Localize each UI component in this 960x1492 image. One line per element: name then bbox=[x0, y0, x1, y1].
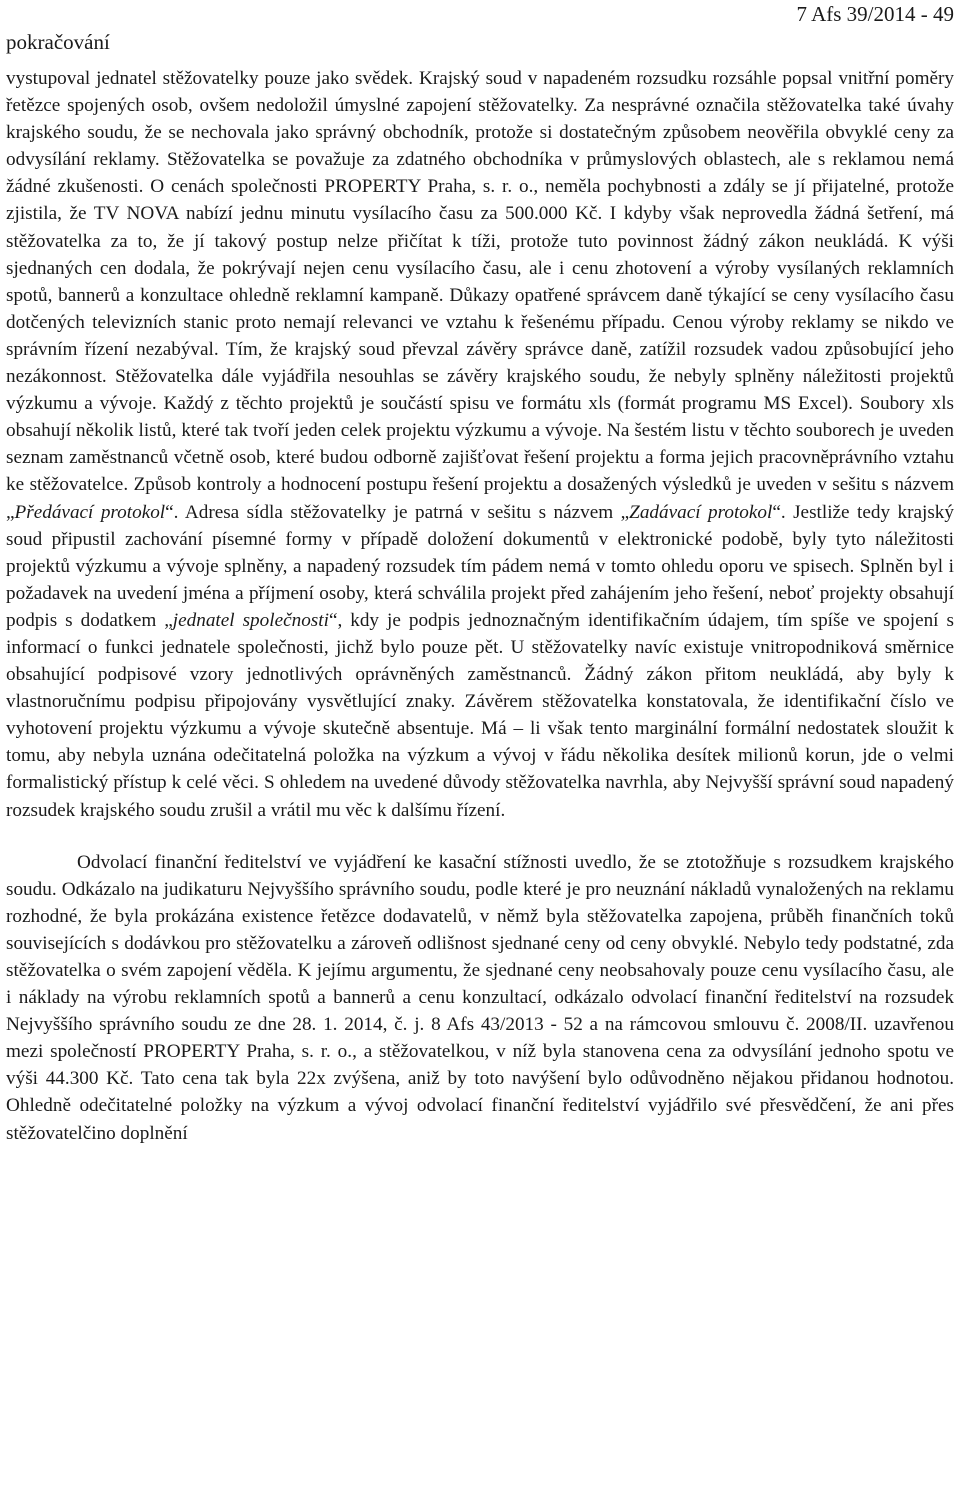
case-number: 7 Afs 39/2014 - 49 bbox=[796, 2, 954, 26]
emphasis-zadavaci-protokol: Zadávací protokol bbox=[629, 501, 773, 523]
paragraph-respondent-statement: Odvolací finanční ředitelství ve vyjádření ke kasační stížnosti uvedlo, že se ztotožňuje s rozsudkem krajského soudu. Odkázalo na judikaturu Nejvyššího správního soudu, podle které je pro neuznání nákladů vynaložených na reklamu rozhodné, že byla prokázána existence řetězce dodavatelů, v němž byla stěžovatelka zapojena, průběh finančních toků souvisejících s dodávkou pro stěžovatelku a zároveň odlišnost sjednané ceny od ceny obvyklé. Nebylo tedy podstatné, zda stěžovatelka o svém zapojení věděla. K jejímu argumentu, že sjednané ceny neobsahovaly pouze cenu vysílacího času, ale i náklady na výrobu reklamních spotů a bannerů a cenu konzultací, odkázalo odvolací finanční ředitelství na rozsudek Nejvyššího správního soudu ze dne 28. 1. 2014, č. j. 8 Afs 43/2013 - 52 a na rámcovou smlouvu č. 2008/II. uzavřenou mezi společností PROPERTY Praha, s. r. o., a stěžovatelkou, v níž byla stanovena cena za odvysílání jednoho spotu ve výši 44.300 Kč. Tato cena tak byla 22x zvýšena, aniž by toto navýšení bylo odůvodněno nějakou přidanou hodnotou. Ohledně odečitatelné položky na výzkum a vývoj odvolací finanční ředitelství vyjádřilo své přesvědčení, že ani přes stěžovatelčino doplnění bbox=[6, 851, 954, 1144]
paragraph-text-part: “. Adresa sídla stěžovatelky je patrná v sešitu s názvem „ bbox=[165, 501, 630, 523]
paragraph-text-part: vystupoval jednatel stěžovatelky pouze jako svědek. Krajský soud v napadeném rozsudku rozsáhle popsal vnitřní poměry řetězce spojených osob, ovšem nedoložil úmyslné zapojení stěžovatelky. Za nesprávné označila stěžovatelka také úvahy krajského soudu, že se nechovala jako správný obchodník, protože si dostatečným způsobem neověřila obvyklé ceny za odvysílání reklamy. Stěžovatelka se považuje za zdatného obchodníka v průmyslových oblastech, ale s reklamou nemá žádné zkušenosti. O cenách společnosti PROPERTY Praha, s. r. o., neměla pochybnosti a zdály se jí přijatelné, protože zjistila, že TV NOVA nabízí jednu minutu vysílacího času za 500.000 Kč. I kdyby však neprovedla žádná šetření, má stěžovatelka za to, že jí takový postup nelze přičítat k tíži, protože tuto povinnost žádný zákon neukládá. K výši sjednaných cen dodala, že pokrývají nejen cenu vysílacího času, ale i cenu zhotovení a výroby vysílaných reklamních spotů, bannerů a konzultace ohledně reklamní kampaně. Důkazy opatřené správcem daně týkající se ceny vysílacího času dotčených televizních stanic proto nemají relevanci ve vztahu k řešenému případu. Cenou výroby reklamy se nikdo ve správním řízení nezabýval. Tím, že krajský soud převzal závěry správce daně, zatížil rozsudek vadou způsobující jeho nezákonnost. Stěžovatelka dále vyjádřila nesouhlas se závěry krajského soudu, že nebyly splněny náležitosti projektů výzkumu a vývoje. Každý z těchto projektů je součástí spisu ve formátu xls (formát programu MS Excel). Soubory xls obsahují několik listů, které tak tvoří jeden celek projektu výzkumu a vývoje. Na šestém listu v těchto souborech je uveden seznam zaměstnanců včetně osob, které budou odborně zajišťovat řešení projektu a forma jejich pracovněprávního vztahu ke stěžovatelce. Způsob kontroly a hodnocení postupu řešení projektu a dosažených výsledků je uveden v sešitu s názvem „ bbox=[6, 68, 954, 523]
emphasis-jednatel-spolecnosti: jednatel společnosti bbox=[172, 609, 329, 631]
paragraph-text-part: “, kdy je podpis jednoznačným identifikačním údajem, tím spíše ve spojení s informací o funkci jednatele společnosti, jichž bylo pouze pět. U stěžovatelky navíc existuje vnitropodniková směrnice obsahující podpisové vzory jednotlivých oprávněných zaměstnanců. Žádný zákon přitom neukládá, aby byly k vlastnoručnímu podpisu připojovány vysvětlující znaky. Závěrem stěžovatelka konstatovala, že identifikační číslo ve vyhotovení projektu výzkumu a vývoje skutečně absentuje. Má – li však tento marginální formální nedostatek sloužit k tomu, aby nebyla uznána odečitatelná položka na výzkum a vývoj v řádu několika desítek milionů korun, jde o velmi formalistický přístup k celé věci. S ohledem na uvedené důvody stěžovatelka navrhla, aby Nejvyšší správní soud napadený rozsudek krajského soudu zrušil a vrátil mu věc k dalšímu řízení. bbox=[6, 609, 954, 821]
document-body bbox=[6, 65, 954, 1147]
page-header bbox=[6, 0, 954, 60]
paragraph-complainant-arguments bbox=[6, 65, 954, 824]
paragraph-text-part: “. Jestliže tedy krajský soud připustil zachování písemné formy v případě doložení dokumentů v elektronické podobě, byly tyto náležitosti projektů výzkumu a vývoje splněny, a napadený rozsudek tím pádem nemá v tomto ohledu oporu ve spisech. Splněn byl i požadavek na uvedení jména a příjmení osoby, která schválila projekt před zahájením jeho řešení, neboť projekty obsahují podpis s dodatkem „ bbox=[6, 501, 954, 631]
emphasis-predavaci-protokol: Předávací protokol bbox=[14, 501, 166, 523]
document-page bbox=[6, 0, 954, 1147]
continuation-label: pokračování bbox=[6, 30, 110, 54]
